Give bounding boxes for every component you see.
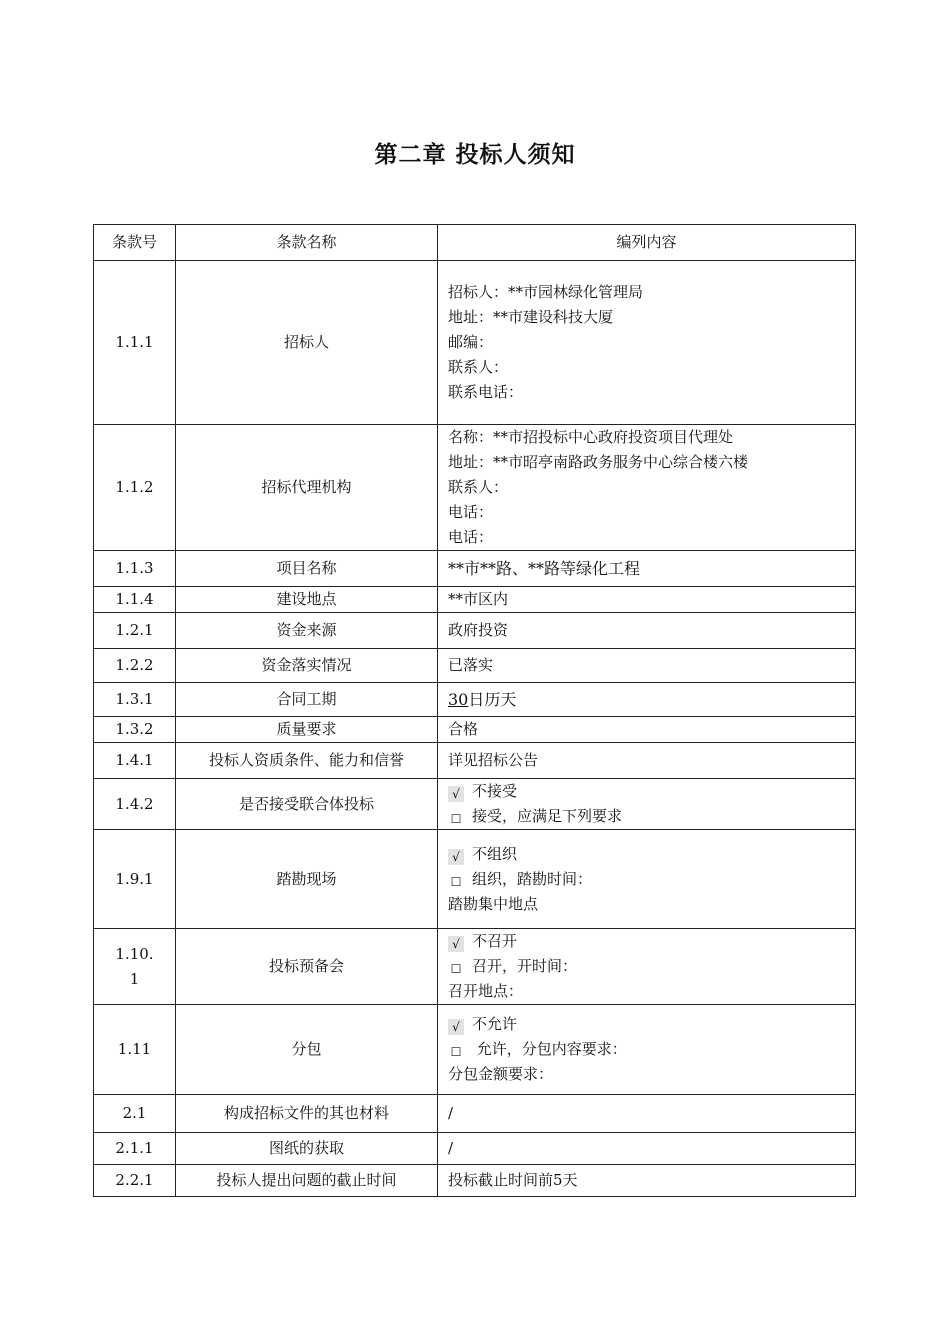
clause-name: 招标人: [176, 261, 438, 425]
clause-number: 1.1.1: [94, 261, 176, 425]
contract-period-value: 30: [448, 690, 469, 709]
clause-number: [94, 929, 176, 1005]
table-row: [94, 587, 856, 613]
option-label: 接受，应满足下列要求: [472, 807, 623, 825]
clause-name: 招标代理机构: [176, 425, 438, 551]
empty-box-icon: ☐: [450, 1045, 462, 1059]
clause-number-part: 1.10.: [115, 944, 154, 963]
table-row: [94, 683, 856, 717]
clause-content: [438, 425, 856, 551]
content-line: 联系人：: [448, 358, 509, 376]
content-line: 分包金额要求：: [448, 1065, 554, 1083]
clause-name: 是否接受联合体投标: [176, 779, 438, 830]
content-line: 联系人：: [448, 478, 509, 496]
clause-content: [438, 261, 856, 425]
clause-content: 已落实: [438, 649, 856, 683]
clause-content: [438, 1005, 856, 1095]
option-line: [448, 779, 845, 804]
option-label: 不允许: [472, 1015, 518, 1033]
checked-box-icon: √: [448, 849, 464, 865]
header-clause-name: 条款名称: [176, 225, 438, 261]
clause-content: [438, 779, 856, 830]
clause-number: 1.9.1: [94, 830, 176, 929]
clause-number: 1.2.2: [94, 649, 176, 683]
clause-name: 资金落实情况: [176, 649, 438, 683]
clause-number: 1.2.1: [94, 613, 176, 649]
clause-number: 2.1: [94, 1095, 176, 1133]
clause-name: 分包: [176, 1005, 438, 1095]
clause-number-part: 1: [129, 969, 140, 988]
table-row: [94, 779, 856, 830]
content-line: 电话：: [448, 503, 494, 521]
clause-content: 合格: [438, 717, 856, 743]
option-line: [448, 929, 845, 954]
clause-content: 政府投资: [438, 613, 856, 649]
checked-box-icon: √: [448, 1019, 464, 1035]
clause-name: 构成招标文件的其也材料: [176, 1095, 438, 1133]
clause-name: 投标人资质条件、能力和信誉: [176, 743, 438, 779]
clause-name: 资金来源: [176, 613, 438, 649]
table-row: [94, 551, 856, 587]
contract-period-unit: 日历天: [468, 690, 517, 709]
option-label: 不组织: [472, 844, 518, 863]
clause-name: 投标人提出问题的截止时间: [176, 1165, 438, 1197]
option-line: [448, 954, 845, 979]
clause-number: 1.4.1: [94, 743, 176, 779]
table-row: [94, 1133, 856, 1165]
option-label: 不召开: [472, 932, 518, 950]
checked-box-icon: √: [448, 786, 464, 802]
option-label: 召开，开时间：: [472, 957, 578, 975]
option-line: [448, 1012, 845, 1037]
content-line: 电话：: [448, 528, 494, 546]
content-line: 召开地点：: [448, 982, 524, 1000]
option-line: [448, 1037, 845, 1062]
option-label: 不接受: [472, 782, 518, 800]
table-row: [94, 1095, 856, 1133]
clause-number: 1.1.2: [94, 425, 176, 551]
page-title: 第二章 投标人须知: [374, 142, 576, 168]
table-row: [94, 830, 856, 929]
clause-number: 1.11: [94, 1005, 176, 1095]
clause-content: 投标截止时间前5天: [438, 1165, 856, 1197]
table-row: [94, 717, 856, 743]
option-line: [448, 842, 845, 867]
content-line: 招标人：**市园林绿化管理局: [448, 283, 644, 301]
clause-content: 详见招标公告: [438, 743, 856, 779]
content-line: 名称：**市招投标中心政府投资项目代理处: [448, 428, 734, 446]
header-clause-number: 条款号: [94, 225, 176, 261]
clause-name: 质量要求: [176, 717, 438, 743]
option-label: 组织，踏勘时间：: [472, 869, 593, 888]
clause-name: 投标预备会: [176, 929, 438, 1005]
clause-content: **市区内: [438, 587, 856, 613]
content-line: 邮编：: [448, 333, 494, 351]
table-row: [94, 613, 856, 649]
checked-box-icon: √: [448, 936, 464, 952]
clause-content: [438, 683, 856, 717]
clause-name: 项目名称: [176, 551, 438, 587]
table-row: [94, 929, 856, 1005]
clause-number: 1.4.2: [94, 779, 176, 830]
option-label: 允许，分包内容要求：: [472, 1040, 627, 1058]
content-line: 地址：**市建设科技大厦: [448, 308, 614, 326]
clause-content: /: [438, 1095, 856, 1133]
clause-name: 图纸的获取: [176, 1133, 438, 1165]
table-row: [94, 743, 856, 779]
table-row: [94, 1165, 856, 1197]
empty-box-icon: ☐: [450, 874, 462, 889]
table-row: [94, 649, 856, 683]
clause-number: 1.3.1: [94, 683, 176, 717]
table-row: [94, 425, 856, 551]
clause-content: **市**路、**路等绿化工程: [438, 551, 856, 587]
option-line: [448, 804, 845, 829]
empty-box-icon: ☐: [450, 962, 462, 976]
clause-content: /: [438, 1133, 856, 1165]
table-header-row: [94, 225, 856, 261]
header-content: 编列内容: [438, 225, 856, 261]
clause-name: 踏勘现场: [176, 830, 438, 929]
bidder-instructions-table: [93, 224, 856, 1197]
table-row: [94, 261, 856, 425]
content-line: 踏勘集中地点: [448, 894, 539, 913]
option-line: [448, 867, 845, 892]
clause-number: 2.1.1: [94, 1133, 176, 1165]
clause-name: 合同工期: [176, 683, 438, 717]
clause-content: [438, 830, 856, 929]
content-line: 联系电话：: [448, 383, 524, 401]
empty-box-icon: ☐: [450, 812, 462, 826]
clause-number: 2.2.1: [94, 1165, 176, 1197]
clause-name: 建设地点: [176, 587, 438, 613]
table-row: [94, 1005, 856, 1095]
content-line: 地址：**市昭亭南路政务服务中心综合楼六楼: [448, 453, 749, 471]
clause-number: 1.1.4: [94, 587, 176, 613]
clause-content: [438, 929, 856, 1005]
clause-number: 1.1.3: [94, 551, 176, 587]
clause-number: 1.3.2: [94, 717, 176, 743]
